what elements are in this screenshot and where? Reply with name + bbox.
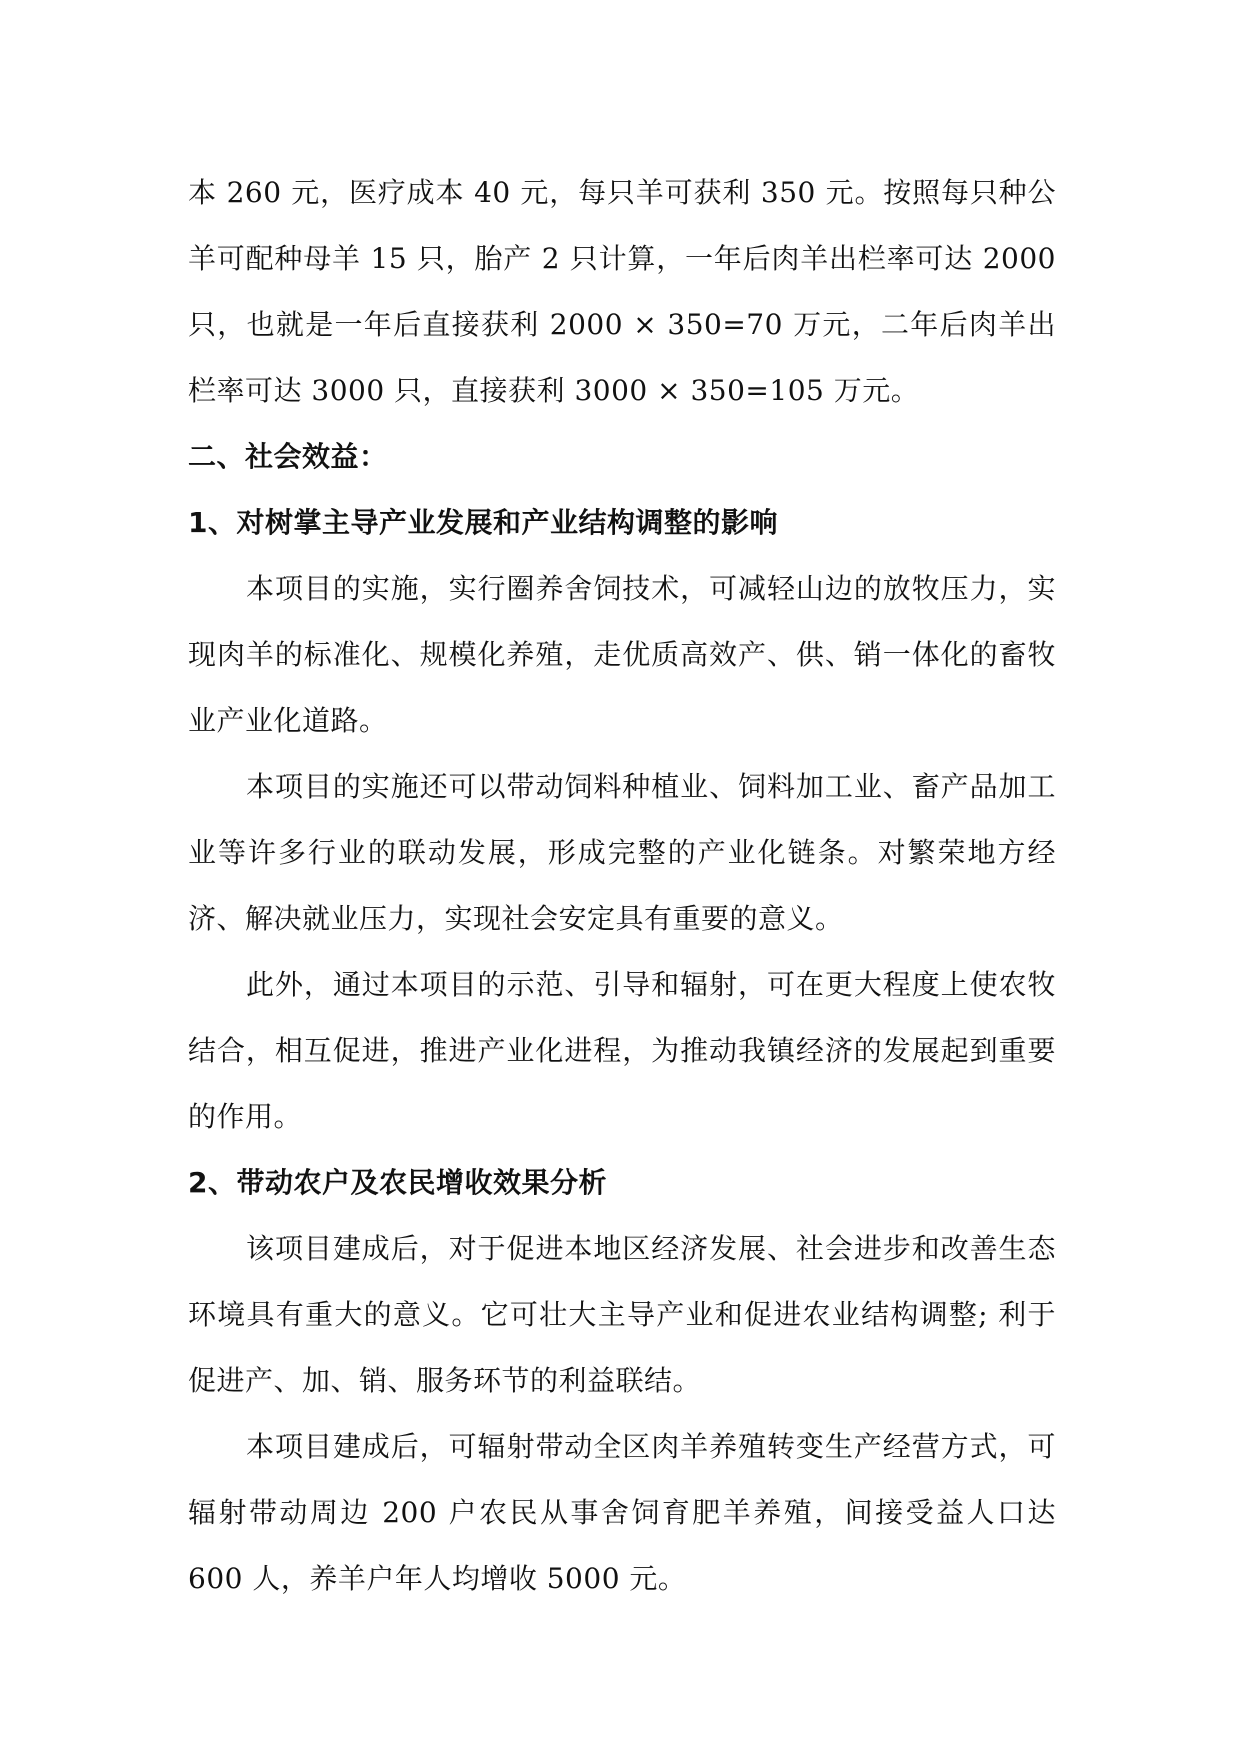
section-heading-social-benefits: 二、社会效益：: [188, 440, 388, 473]
paragraph-demonstration-effect: 此外，通过本项目的示范、引导和辐射，可在更大程度上使农牧结合，相互促进，推进产业化进程，为推动我镇经济的发展起到重要的作用。: [188, 968, 1056, 1133]
document-body: [188, 160, 1056, 1612]
paragraph-industry-chain: 本项目的实施还可以带动饲料种植业、饲料加工业、畜产品加工业等许多行业的联动发展，形成完整的产业化链条。对繁荣地方经济、解决就业压力，实现社会安定具有重要的意义。: [188, 770, 1056, 935]
subsection-heading-farmer-income: 2、带动农户及农民增收效果分析: [188, 1166, 607, 1199]
paragraph-income-increase: 本项目建成后，可辐射带动全区肉羊养殖转变生产经营方式，可辐射带动周边 200 户农民从事舍饲育肥羊养殖，间接受益人口达 600 人，养羊户年人均增收 5000 元。: [188, 1430, 1056, 1595]
subsection-heading-industry-impact: 1、对树掌主导产业发展和产业结构调整的影响: [188, 506, 778, 539]
paragraph-standardized-breeding: 本项目的实施，实行圈养舍饲技术，可减轻山边的放牧压力，实现肉羊的标准化、规模化养殖，走优质高效产、供、销一体化的畜牧业产业化道路。: [188, 572, 1056, 737]
paragraph-regional-development: 该项目建成后，对于促进本地区经济发展、社会进步和改善生态环境具有重大的意义。它可壮大主导产业和促进农业结构调整; 利于促进产、加、销、服务环节的利益联结。: [188, 1232, 1056, 1397]
paragraph-profit-calculation: 本 260 元，医疗成本 40 元，每只羊可获利 350 元。按照每只种公羊可配种母羊 15 只，胎产 2 只计算，一年后肉羊出栏率可达 2000 只，也就是一年后直接获利 2000 × 350=70 万元，二年后肉羊出栏率可达 3000 只，直接获利 3000 × 350=105 万元。: [188, 176, 1056, 407]
